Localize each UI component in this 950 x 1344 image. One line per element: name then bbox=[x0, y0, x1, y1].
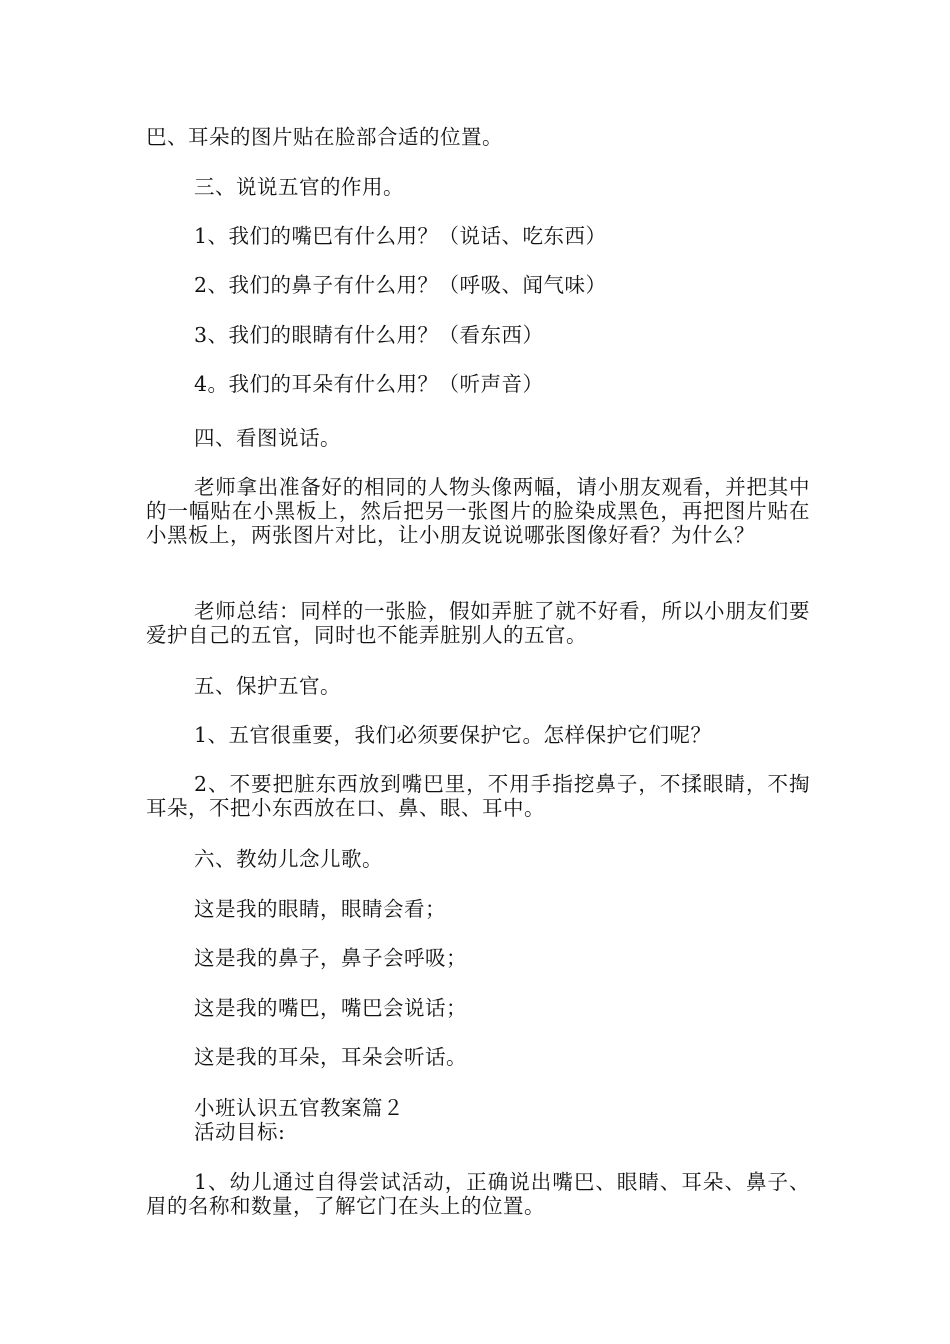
subheading: 活动目标: bbox=[194, 1120, 286, 1144]
poem-line: 这是我的耳朵，耳朵会听话。 bbox=[194, 1045, 467, 1069]
poem-line: 这是我的眼睛，眼睛会看； bbox=[194, 897, 446, 921]
list-item: 3、我们的眼睛有什么用？（看东西） bbox=[194, 323, 544, 347]
list-item: 1、我们的嘴巴有什么用？（说话、吃东西） bbox=[194, 224, 607, 248]
list-item: 1、五官很重要，我们必须要保护它。怎样保护它们呢？ bbox=[194, 723, 712, 747]
list-item: 4。我们的耳朵有什么用？（听声音） bbox=[194, 372, 544, 396]
poem-line: 这是我的嘴巴，嘴巴会说话； bbox=[194, 996, 467, 1020]
article-title: 小班认识五官教案篇２ bbox=[194, 1096, 404, 1120]
paragraph: 2、不要把脏东西放到嘴巴里，不用手指挖鼻子，不揉眼睛，不掏耳朵，不把小东西放在口、鼻、眼、耳中。 bbox=[146, 772, 810, 820]
list-item: 2、我们的鼻子有什么用？（呼吸、闻气味） bbox=[194, 273, 607, 297]
poem-line: 这是我的鼻子，鼻子会呼吸； bbox=[194, 946, 467, 970]
section-heading-4: 四、看图说话。 bbox=[194, 426, 341, 450]
paragraph: 老师总结：同样的一张脸，假如弄脏了就不好看，所以小朋友们要爱护自己的五官，同时也不能弄脏别人的五官。 bbox=[146, 599, 810, 647]
paragraph-continuation: 巴、耳朵的图片贴在脸部合适的位置。 bbox=[146, 125, 503, 149]
section-heading-3: 三、说说五官的作用。 bbox=[194, 175, 404, 199]
paragraph: 老师拿出准备好的相同的人物头像两幅，请小朋友观看，并把其中的一幅贴在小黑板上，然后把另一张图片的脸染成黑色，再把图片贴在小黑板上，两张图片对比，让小朋友说说哪张图像好看？为什么？ bbox=[146, 475, 810, 547]
paragraph: 1、幼儿通过自得尝试活动，正确说出嘴巴、眼睛、耳朵、鼻子、眉的名称和数量，了解它门在头上的位置。 bbox=[146, 1170, 810, 1218]
section-heading-5: 五、保护五官。 bbox=[194, 674, 341, 698]
section-heading-6: 六、教幼儿念儿歌。 bbox=[194, 847, 383, 871]
